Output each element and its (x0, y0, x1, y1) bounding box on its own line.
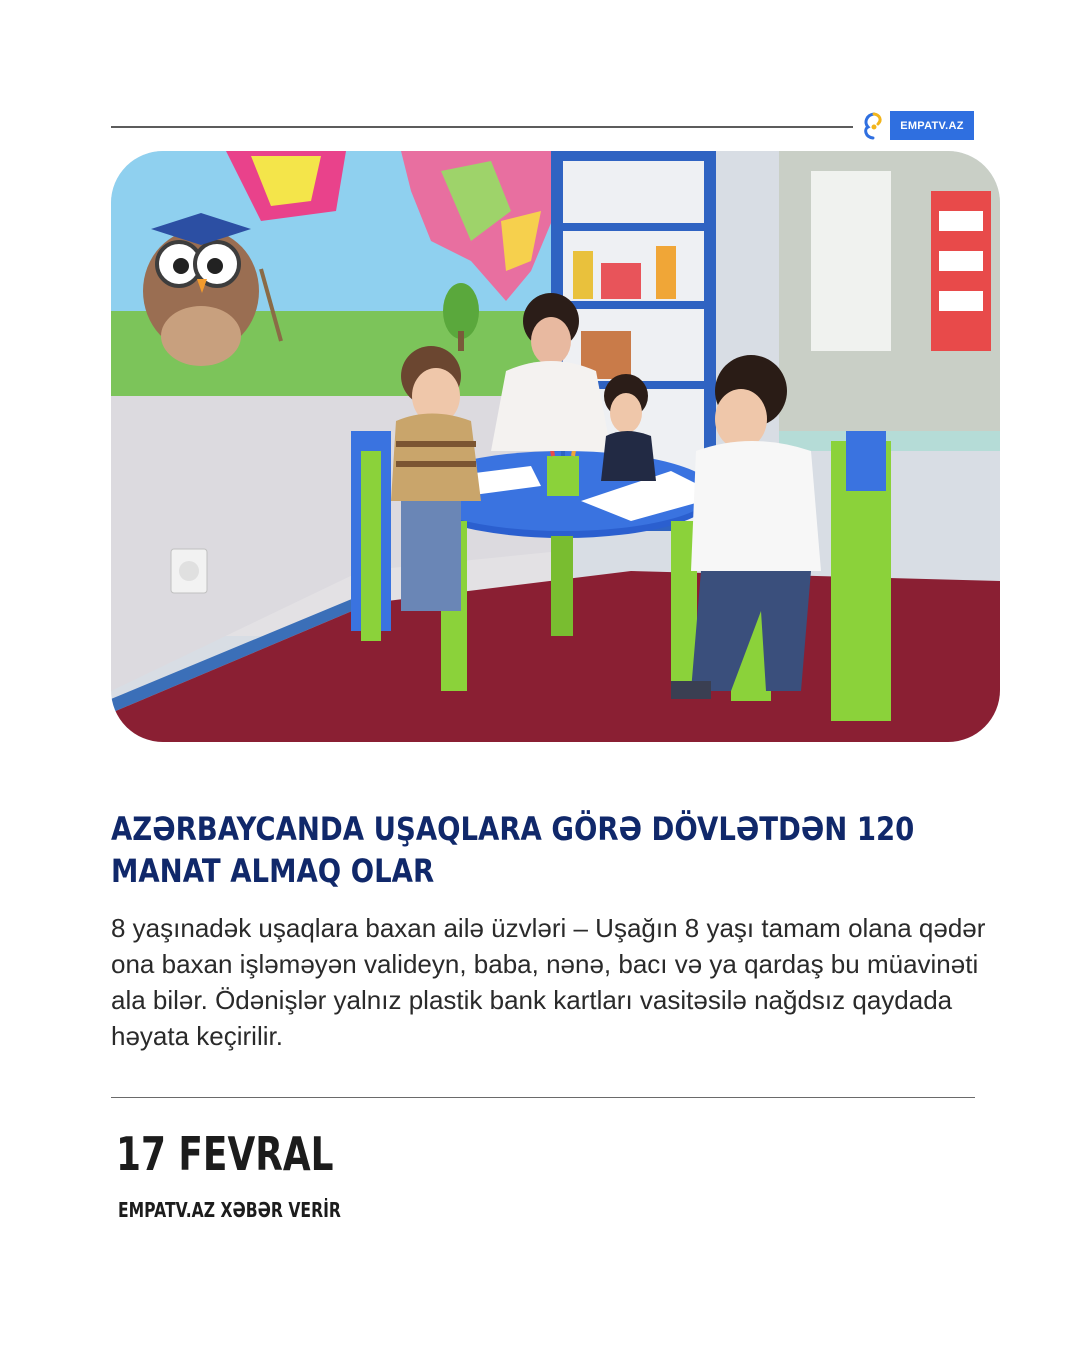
brand-badge[interactable]: EMPATV.AZ (890, 111, 974, 140)
publish-date: 17 FEVRAL (116, 1127, 334, 1181)
article-headline: AZƏRBAYCANDA UŞAQLARA GÖRƏ DÖVLƏTDƏN 120 MANAT ALMAQ OLAR (111, 810, 915, 890)
empatv-logo-icon (862, 111, 884, 141)
top-divider (111, 126, 853, 128)
classroom-photo (111, 151, 1000, 742)
article-body: 8 yaşınadək uşaqlara baxan ailə üzvləri – Uşağın 8 yaşı tamam olana qədər ona baxan işləməyən valideyn, baba, nənə, bacı və ya qardaş bu müavinəti ala bilər. Ödənişlər yalnız plastik bank kartları vasitəsilə nağdsız qaydada həyata keçirilir. (111, 913, 986, 1051)
source-credit: EMPATV.AZ XƏBƏR VERİR (118, 1198, 341, 1222)
bottom-divider (111, 1097, 975, 1098)
